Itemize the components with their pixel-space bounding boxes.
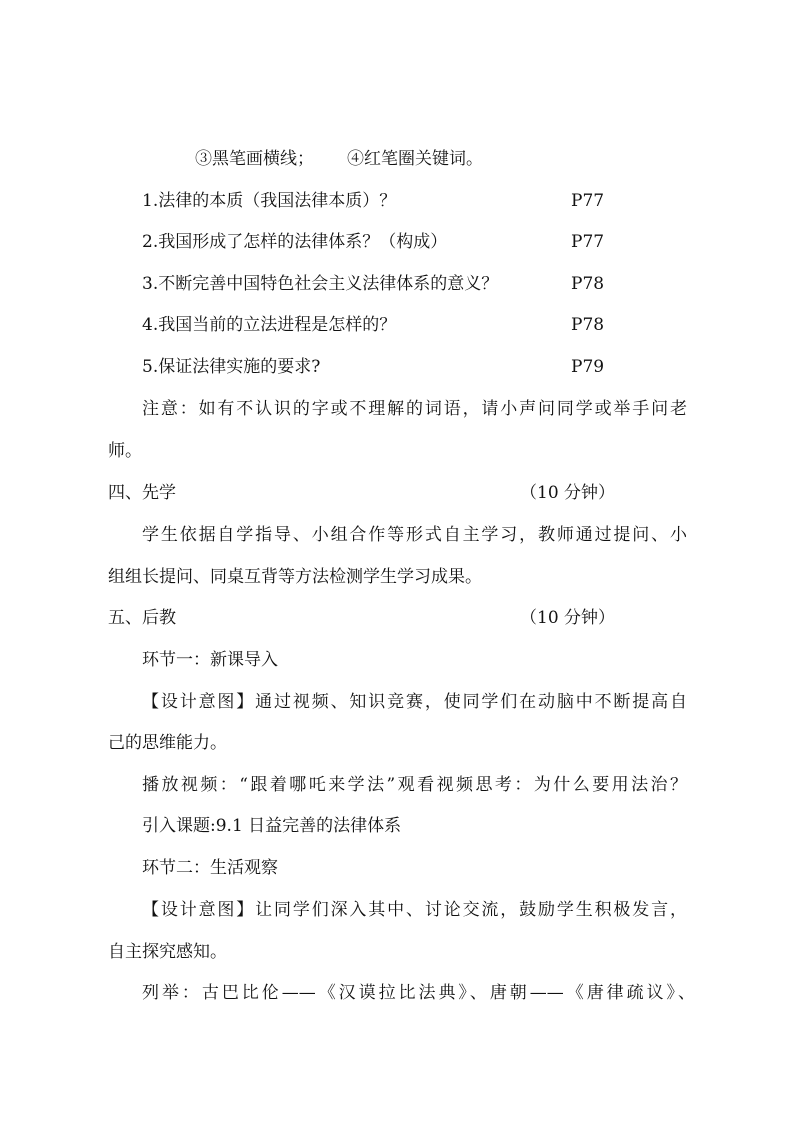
- question-text: 2.我国形成了怎样的法律体系？（构成）: [142, 232, 448, 252]
- section-4-text: 组组长提问、同桌互背等方法检测学生学习成果。: [108, 567, 482, 587]
- section-4-heading: [0, 473, 794, 513]
- notice-paragraph-line-2: [0, 431, 794, 471]
- design-intent-text: 己的思维能力。: [108, 733, 227, 753]
- note-item-3: ③黑笔画横线；: [195, 149, 314, 169]
- question-page-ref: P79: [571, 357, 605, 377]
- question-page-ref: P77: [571, 191, 605, 211]
- question-row-1: [0, 181, 794, 221]
- section-title: 五、后教: [108, 608, 176, 628]
- design-intent-1-line-2: [0, 723, 794, 763]
- section-time: （10 分钟）: [520, 608, 616, 628]
- video-line: [0, 765, 794, 805]
- link-1-heading: [0, 640, 794, 680]
- video-text: 播放视频：“跟着哪吒来学法”观看视频思考：为什么要用法治？: [142, 775, 687, 795]
- link-title: 环节一：新课导入: [142, 650, 278, 670]
- design-intent-text: 【设计意图】让同学们深入其中、讨论交流，鼓励学生积极发言，: [142, 900, 687, 920]
- note-item-4: ④红笔圈关键词。: [347, 149, 483, 169]
- section-4-paragraph-line-1: [0, 515, 794, 555]
- question-row-4: [0, 305, 794, 345]
- question-text: 1.法律的本质（我国法律本质）？: [142, 191, 397, 211]
- intro-text: 引入课题:9.1 日益完善的法律体系: [142, 816, 402, 836]
- list-text: 列举：古巴比伦——《汉谟拉比法典》、唐朝——《唐律疏议》、: [142, 983, 695, 1003]
- design-intent-1-line-1: [0, 682, 794, 722]
- study-method-note: [0, 139, 794, 179]
- question-row-2: [0, 222, 794, 262]
- question-text: 5.保证法律实施的要求?: [142, 357, 321, 377]
- design-intent-2-line-2: [0, 932, 794, 972]
- question-page-ref: P78: [571, 274, 605, 294]
- question-text: 4.我国当前的立法进程是怎样的？: [142, 315, 397, 335]
- section-time: （10 分钟）: [520, 483, 616, 503]
- design-intent-text: 【设计意图】通过视频、知识竞赛，使同学们在动脑中不断提高自: [142, 692, 687, 712]
- notice-text: 注意：如有不认识的字或不理解的词语，请小声问同学或举手问老: [142, 399, 687, 419]
- question-row-5: [0, 347, 794, 387]
- notice-text: 师。: [108, 441, 142, 461]
- section-5-heading: [0, 598, 794, 638]
- notice-paragraph-line-1: [0, 389, 794, 429]
- section-4-paragraph-line-2: [0, 557, 794, 597]
- link-title: 环节二：生活观察: [142, 858, 278, 878]
- intro-line: [0, 806, 794, 846]
- link-2-heading: [0, 848, 794, 888]
- section-4-text: 学生依据自学指导、小组合作等形式自主学习，教师通过提问、小: [142, 525, 687, 545]
- question-row-3: [0, 264, 794, 304]
- list-line: [0, 973, 794, 1013]
- question-page-ref: P78: [571, 315, 605, 335]
- section-title: 四、先学: [108, 483, 176, 503]
- question-text: 3.不断完善中国特色社会主义法律体系的意义？: [142, 274, 499, 294]
- question-page-ref: P77: [571, 232, 605, 252]
- design-intent-text: 自主探究感知。: [108, 942, 227, 962]
- design-intent-2-line-1: [0, 890, 794, 930]
